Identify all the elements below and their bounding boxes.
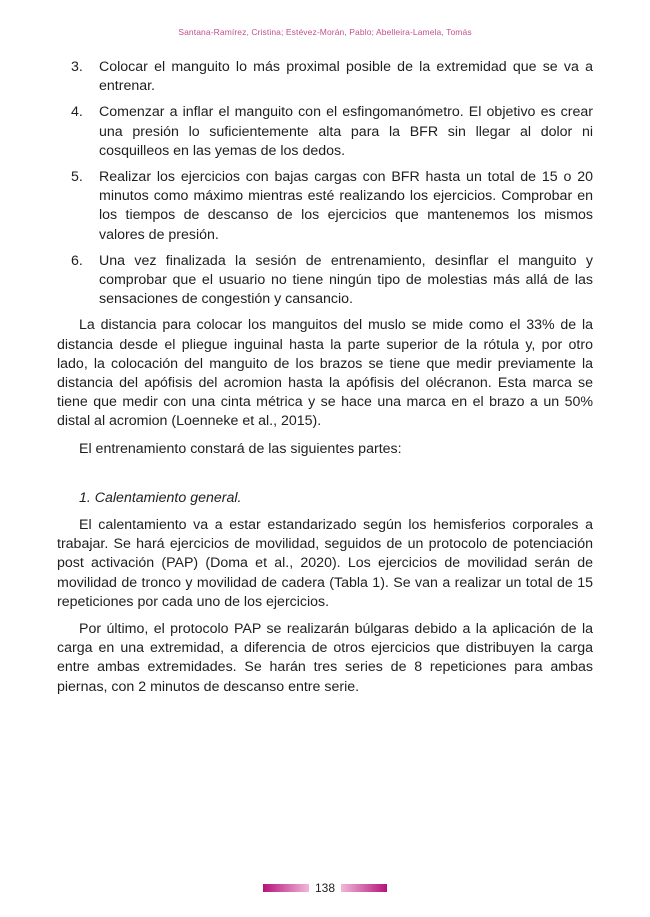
list-item bbox=[57, 103, 593, 161]
page-body bbox=[57, 58, 593, 705]
step-text: Comenzar a inflar el manguito con el esfingomanómetro. El objetivo es crear una presión lo suficientemente alta para la BFR sin llegar al dolor ni cosquilleos en las yemas de los dedos. bbox=[99, 104, 593, 159]
step-number: 4. bbox=[71, 104, 83, 121]
running-header-authors: Santana-Ramírez, Cristina; Estévez-Morán, Pablo; Abelleira-Lamela, Tomás bbox=[178, 27, 472, 37]
paragraph-training-intro: El entrenamiento constará de las siguientes partes: bbox=[79, 440, 402, 457]
footer-left-accent-bar bbox=[263, 884, 309, 892]
list-item bbox=[57, 58, 593, 96]
page-number: 138 bbox=[314, 881, 336, 895]
list-item bbox=[57, 252, 593, 310]
step-number: 6. bbox=[71, 252, 83, 269]
step-text: Realizar los ejercicios con bajas cargas con BFR hasta un total de 15 o 20 minutos como máximo mientras esté realizando los ejercicios. Comprobar en los tiempos de descanso de los ejercicios que mantenemos los mismos valores de presión. bbox=[99, 169, 593, 243]
section-heading-warmup: 1. Calentamiento general. bbox=[79, 489, 242, 506]
step-text: Una vez finalizada la sesión de entrenamiento, desinflar el manguito y comprobar que el usuario no tiene ningún tipo de molestias más allá de las sensaciones de congestión y cansancio. bbox=[99, 252, 593, 308]
procedure-steps-list bbox=[57, 58, 593, 309]
footer-right-accent-bar bbox=[341, 884, 387, 892]
step-number: 3. bbox=[71, 59, 83, 75]
paragraph-pap-protocol: Por último, el protocolo PAP se realizarán búlgaras debido a la aplicación de la carga en una extremidad, a diferencia de otros ejercicios que distribuyen la carga entre ambas extremidades. Se harán tres series de 8 repeticiones para ambas piernas, con 2 minutos de descanso entre serie. bbox=[57, 621, 593, 695]
page-footer bbox=[0, 881, 650, 895]
step-number: 5. bbox=[71, 169, 83, 186]
paragraph-cuff-distance: La distancia para colocar los manguitos del muslo se mide como el 33% de la distancia desde el pliegue inguinal hasta la parte superior de la rótula y, por otro lado, la colocación del manguito de los brazos se tiene que medir previamente la distancia del apófisis del acromion hasta la apófisis del olécranon. Esta marca se tiene que medir con una cinta métrica y se hace una marca en el brazo a un 50% distal al acromion (Loenneke et al., 2015). bbox=[57, 317, 593, 430]
list-item bbox=[57, 168, 593, 245]
step-text: Colocar el manguito lo más proximal posible de la extremidad que se va a entrenar. bbox=[99, 59, 593, 95]
paragraph-warmup: El calentamiento va a estar estandarizado según los hemisferios corporales a trabajar. Se hará ejercicios de movilidad, seguidos de un protocolo de potenciación post activación (PAP) (Doma et al., 2020). Los ejercicios de movilidad serán de movilidad de tronco y movilidad de cadera (Tabla 1). Se van a realizar un total de 15 repeticiones por cada uno de los ejercicios. bbox=[57, 517, 593, 610]
